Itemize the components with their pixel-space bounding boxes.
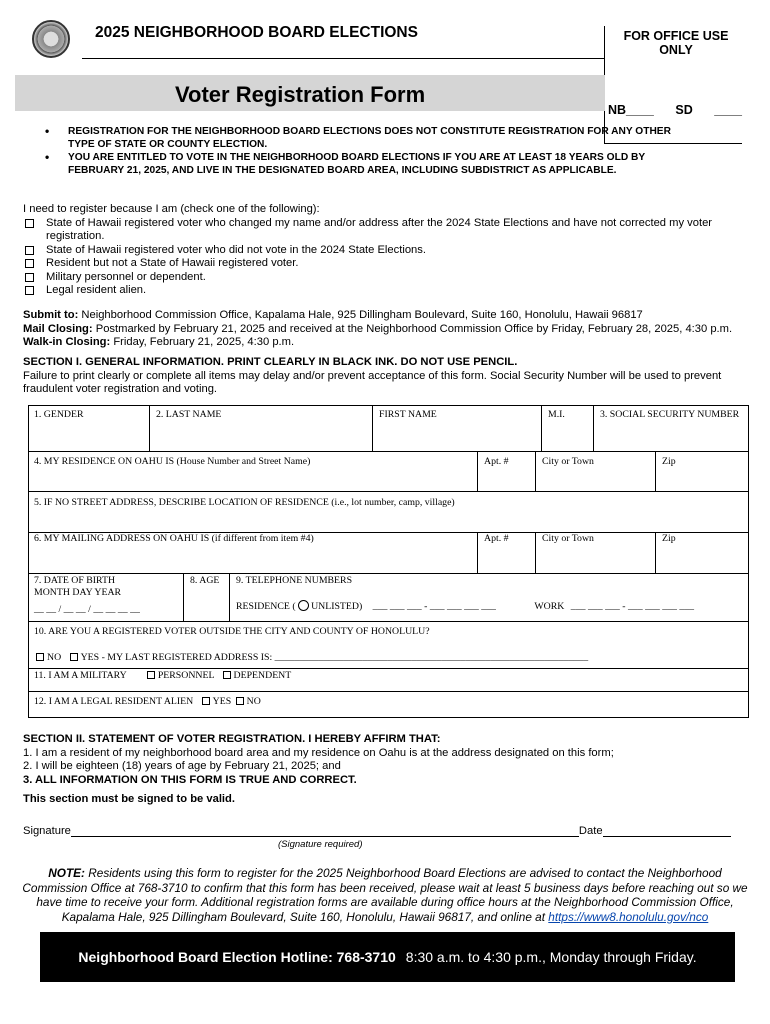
col-divider [477,532,478,573]
mailing-zip-field[interactable]: Zip [662,533,676,544]
residence-apt-field[interactable]: Apt. # [484,456,509,467]
reason-label: Legal resident alien. [46,284,147,296]
reason-label: State of Hawaii registered voter who changed my name and/or address after the 2024 State Elections and have not corrected my voter [46,216,713,229]
residence-phone-row [231,597,694,612]
mail-closing-text: Postmarked by February 21, 2025 and received at the Neighborhood Commission Office by Friday, February 28, 2025, 4:30 p.m. [92,322,733,335]
col-divider [229,573,230,621]
section-1 [23,356,753,397]
hotline-banner [40,932,735,982]
q10-options [31,649,588,663]
note-label: NOTE: [48,866,85,880]
signature-required: (Signature required) [278,839,363,850]
last-name-field[interactable]: 2. LAST NAME [156,409,222,420]
walkin-closing-label: Walk-in Closing: [23,336,111,348]
q11-row [29,667,291,681]
notice-list [68,125,688,177]
q12-yes-label: YES [212,696,232,707]
residence-phone-blank[interactable]: ___ ___ ___ - ___ ___ ___ ___ [372,601,496,612]
middle-initial-field[interactable]: M.I. [548,409,565,420]
section-1-heading: SECTION I. GENERAL INFORMATION. PRINT CLEARLY IN BLACK INK. DO NOT USE PENCIL. [23,356,518,368]
note-paragraph [22,866,748,924]
col-divider [655,451,656,491]
reason-label: State of Hawaii registered voter who did not vote in the 2024 State Elections. [46,243,426,256]
submit-text: Neighborhood Commission Office, Kapalama Hale, 925 Dillingham Boulevard, Suite 160, Honolulu, Hawaii 96817 [78,309,643,321]
submit-info [23,309,763,350]
dob-sublabel: MONTH DAY YEAR [34,587,122,598]
signature-label: Signature [23,825,71,837]
note-text: Residents using this form to register for the 2025 Neighborhood Board Elections are advised to contact the Neighborhood Commission Office at 768-3710 to confirm that this form has been received, please wait at least 5 business days before reaching out so we have time to receive your form. Additional registration forms are available during office hours at the Neighborhood Commission Office, Kapalama Hale, 925 Dillingham Boulevard, Suite 160, Honolulu, Hawaii 96817, and online at [22,866,748,924]
mail-closing-label: Mail Closing: [23,322,93,335]
row-divider [29,451,748,452]
registration-reasons [23,203,743,298]
reason-checkbox[interactable] [25,273,34,282]
col-divider [477,451,478,491]
mailing-apt-field[interactable]: Apt. # [484,533,509,544]
sd-field[interactable]: SD ____ [675,103,743,117]
col-divider [149,406,150,451]
reason-checkbox[interactable] [25,259,34,268]
dob-label: 7. DATE OF BIRTH [34,575,116,586]
dependent-label: DEPENDENT [233,670,292,681]
q12-no-label: NO [246,696,261,707]
residence-phone-label: RESIDENCE ( [236,601,296,612]
ssn-field[interactable]: 3. SOCIAL SECURITY NUMBER [600,409,740,420]
q12-row [29,693,261,707]
personnel-label: PERSONNEL [157,670,215,681]
section-2-heading: SECTION II. STATEMENT OF VOTER REGISTRATION. I HEREBY AFFIRM THAT: [23,733,441,745]
work-phone-label: WORK [534,601,565,612]
q11-label: 11. I AM A MILITARY [34,670,127,681]
q10-yes-label: YES - MY LAST REGISTERED ADDRESS IS: ________________________________________________________________ [80,652,589,663]
q12-no-checkbox[interactable] [236,697,244,705]
q12-yes-checkbox[interactable] [202,697,210,705]
q10-label: 10. ARE YOU A REGISTERED VOTER OUTSIDE THE CITY AND COUNTY OF HONOLULU? [34,626,430,637]
nb-sd-fields [608,103,742,117]
personnel-checkbox[interactable] [147,671,155,679]
q10-no-checkbox[interactable] [36,653,44,661]
unlisted-label: UNLISTED) [311,601,363,612]
signature-row [23,825,738,837]
notice-item: • REGISTRATION FOR THE NEIGHBORHOOD BOARD ELECTIONS DOES NOT CONSTITUTE REGISTRATION FOR ANY OTHER TYPE OF STATE OR COUNTY ELECTION. [68,125,688,151]
office-use-label: FOR OFFICE USE ONLY [623,29,729,57]
gender-field[interactable]: 1. GENDER [34,409,84,420]
age-field[interactable]: 8. AGE [190,575,220,586]
hotline-label: Neighborhood Board Election Hotline: 768-3710 [78,949,396,965]
signed-note: This section must be signed to be valid. [23,793,235,805]
col-divider [372,406,373,451]
col-divider [593,406,594,451]
header-title: 2025 NEIGHBORHOOD BOARD ELECTIONS [95,24,418,41]
col-divider [183,573,184,621]
row-divider [29,621,748,622]
mailing-address-field[interactable]: 6. MY MAILING ADDRESS ON OAHU IS (if different from item #4) [34,533,314,544]
nb-field[interactable]: NB____ [608,103,654,117]
reasons-intro: I need to register because I am (check one of the following): [23,203,320,215]
signature-field[interactable] [71,825,579,837]
registration-table [28,405,749,718]
dob-field[interactable] [29,572,140,616]
submit-label: Submit to: [23,309,79,321]
section-1-text: Failure to print clearly or complete all items may delay and/or prevent acceptance of this form. Social Security Number will be used to prevent fraudulent voter registration and voting. [23,369,722,395]
form-title: Voter Registration Form [175,82,426,107]
section-2 [23,733,743,807]
reason-checkbox[interactable] [25,246,34,255]
reason-label-cont: registration. [46,230,105,242]
city-seal-logo [32,20,70,58]
q10-yes-checkbox[interactable] [70,653,78,661]
affirm-item: 2. I will be eighteen (18) years of age by February 21, 2025; and [23,760,341,772]
row-divider [29,691,748,692]
phone-label: 9. TELEPHONE NUMBERS [236,575,353,586]
first-name-field[interactable]: FIRST NAME [379,409,437,420]
walkin-closing-text: Friday, February 21, 2025, 4:30 p.m. [110,336,295,348]
no-street-address-field[interactable]: 5. IF NO STREET ADDRESS, DESCRIBE LOCATION OF RESIDENCE (i.e., lot number, camp, village) [34,497,455,508]
row-divider [29,491,748,492]
date-field[interactable] [603,825,731,837]
nco-link[interactable]: https://www8.honolulu.gov/nco [548,909,709,924]
work-phone-blank[interactable]: ___ ___ ___ - ___ ___ ___ ___ [570,601,695,612]
unlisted-radio[interactable] [298,600,309,611]
dob-blank: __ __ / __ __ / __ __ __ __ [34,604,140,615]
col-divider [541,406,542,451]
affirm-item: 1. I am a resident of my neighborhood board area and my residence on Oahu is at the address designated on this form; [23,746,614,759]
residence-street-field[interactable]: 4. MY RESIDENCE ON OAHU IS (House Number and Street Name) [34,456,311,467]
notice-item: • YOU ARE ENTITLED TO VOTE IN THE NEIGHBORHOOD BOARD ELECTIONS IF YOU ARE AT LEAST 18 YEARS OLD BY FEBRUARY 21, 2025, AND LIVE IN THE DESIGNATED BOARD AREA, INCLUDING SUBDISTRICT AS APPLICABLE. [68,151,688,177]
reason-label: Resident but not a State of Hawaii registered voter. [46,257,299,269]
residence-city-field[interactable]: City or Town [542,456,594,467]
q12-label: 12. I AM A LEGAL RESIDENT ALIEN [34,696,194,707]
affirm-item: 3. ALL INFORMATION ON THIS FORM IS TRUE AND CORRECT. [23,773,357,786]
residence-zip-field[interactable]: Zip [662,456,676,467]
reason-checkbox[interactable] [25,286,34,295]
dependent-checkbox[interactable] [223,671,231,679]
hotline-hours: 8:30 a.m. to 4:30 p.m., Monday through Friday. [405,949,697,965]
col-divider [655,532,656,573]
date-label: Date [578,825,603,837]
mailing-city-field[interactable]: City or Town [542,533,594,544]
reason-checkbox[interactable] [25,219,34,228]
q10-no-label: NO [47,652,62,663]
header-divider [82,58,604,59]
col-divider [535,451,536,491]
col-divider [535,532,536,573]
reason-label: Military personnel or dependent. [46,270,206,283]
